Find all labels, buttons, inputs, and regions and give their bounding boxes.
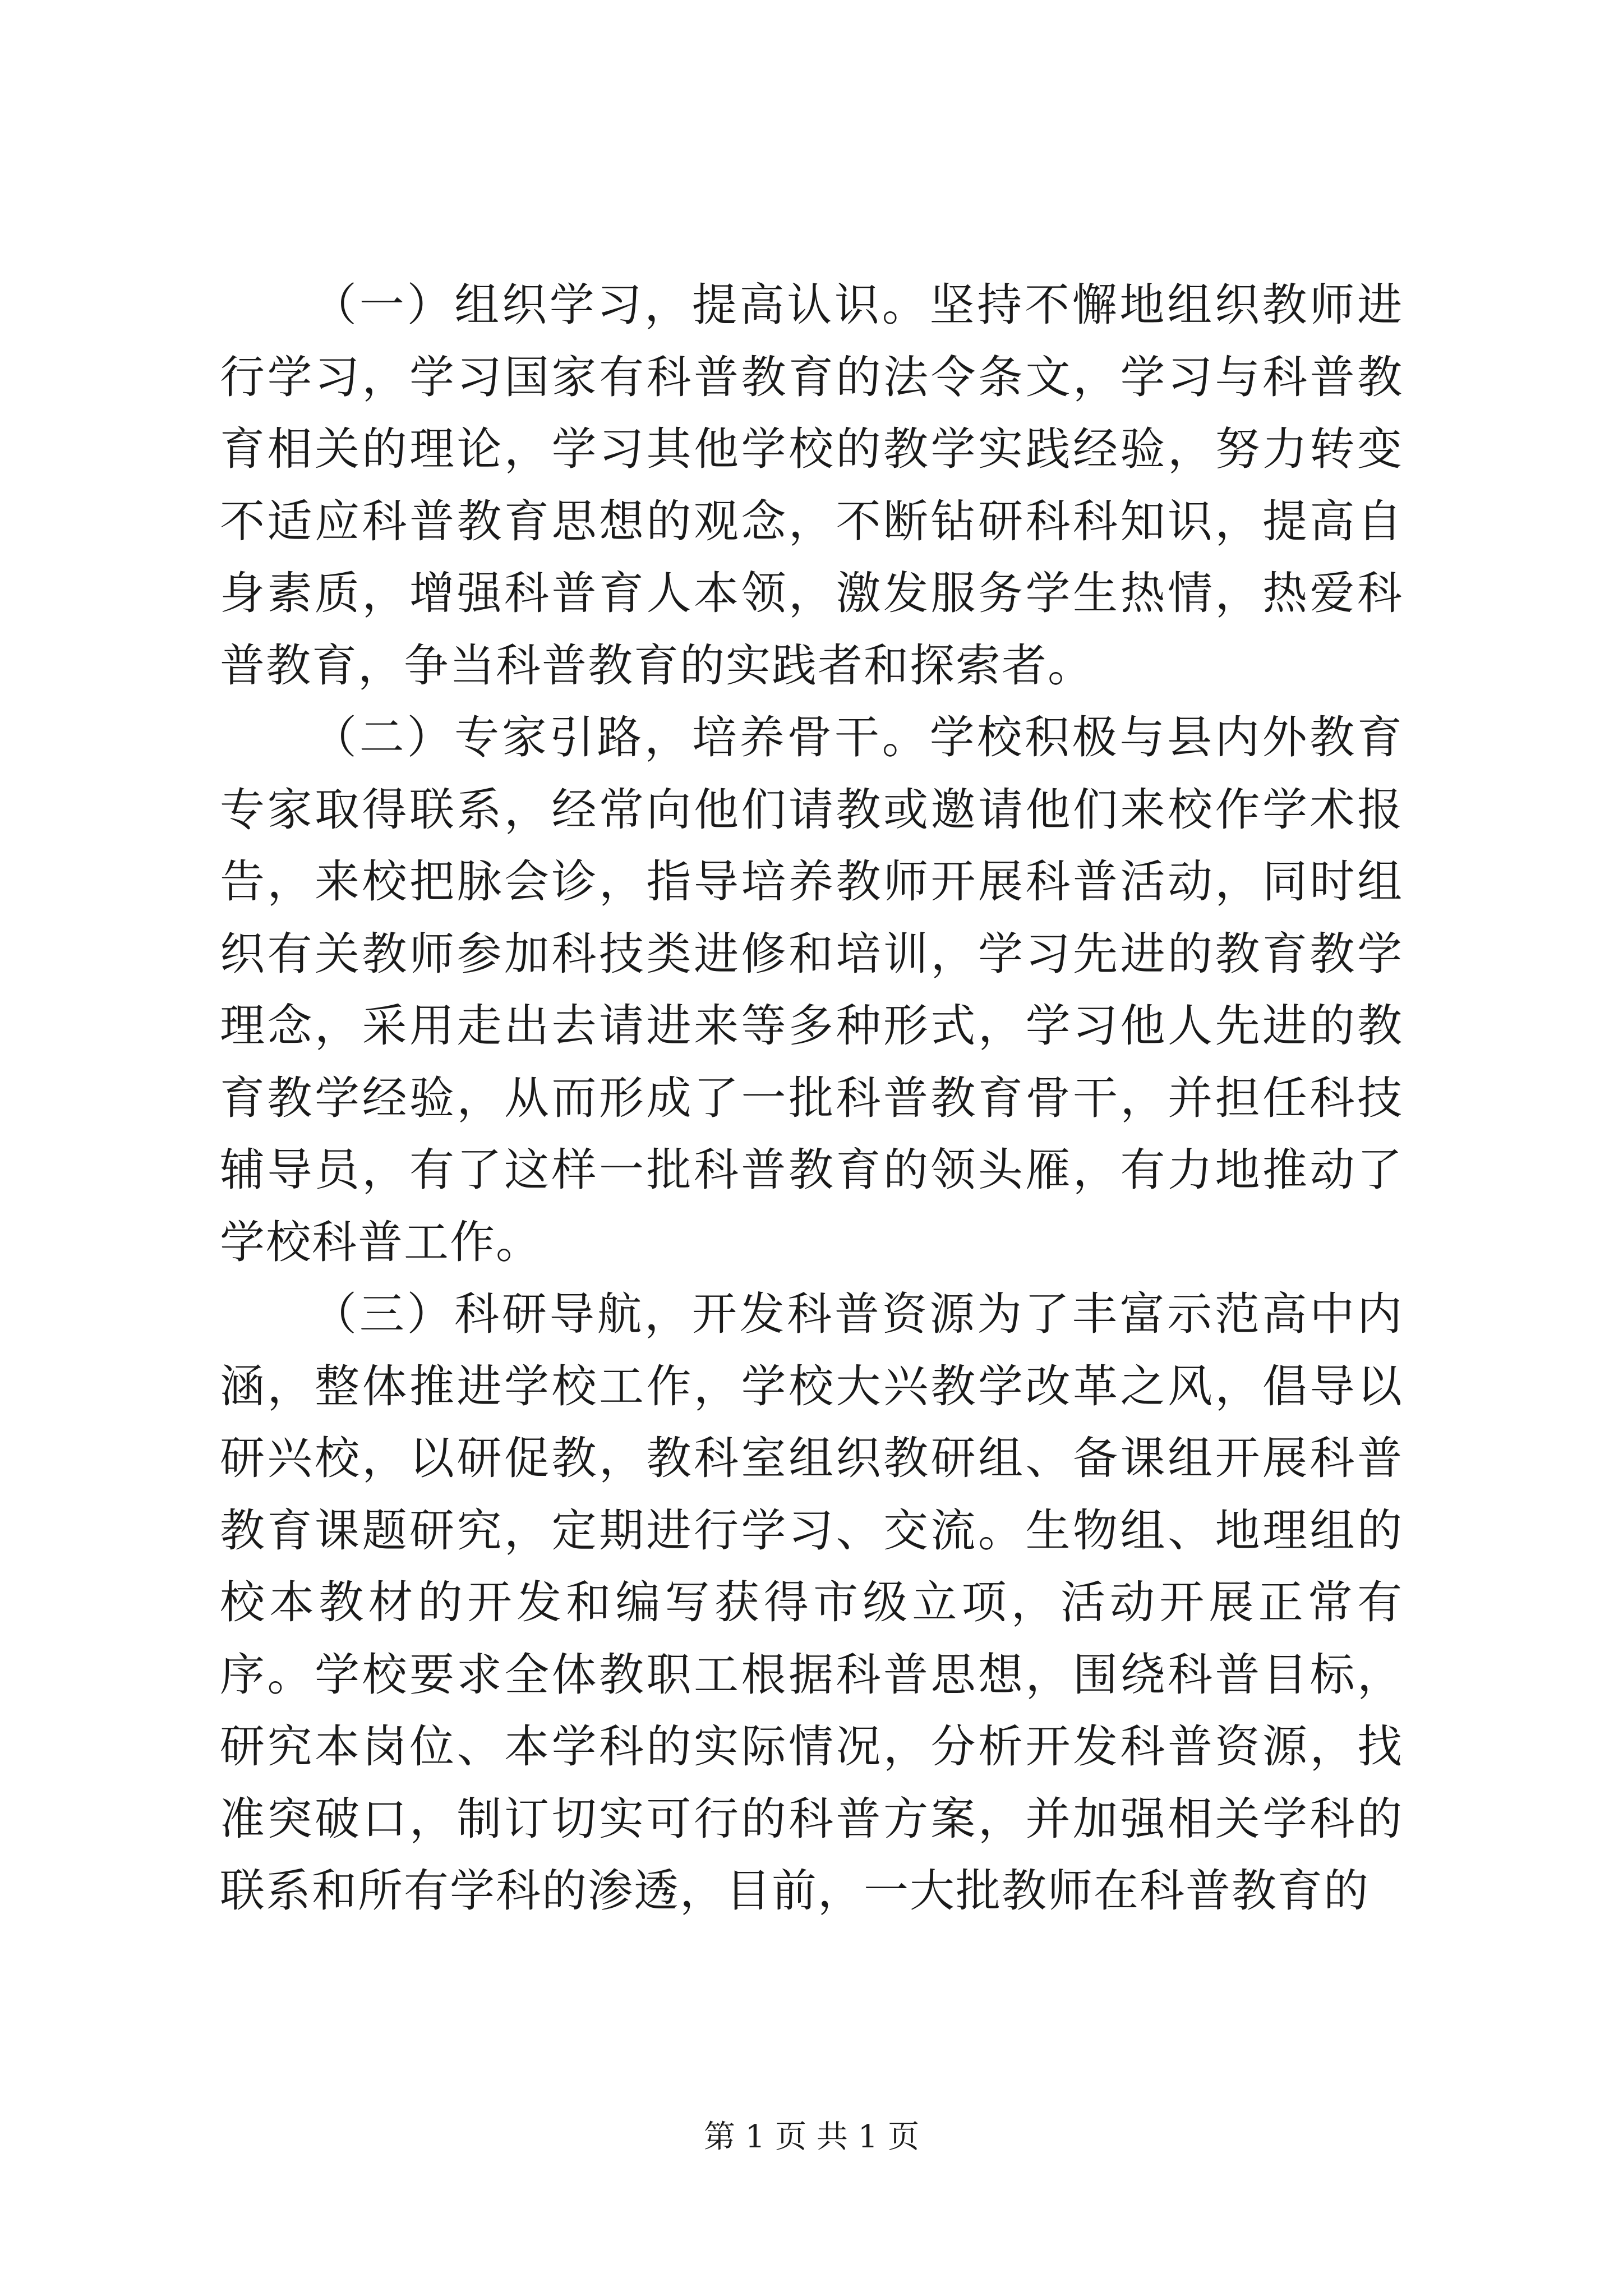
page-footer: 第 1 页 共 1 页 <box>703 2119 920 2155</box>
document-body <box>220 269 1403 1927</box>
paragraph-3: （三）科研导航，开发科普资源为了丰富示范高中内涵，整体推进学校工作，学校大兴教学改革之风，倡导以研兴校，以研促教，教科室组织教研组、备课组开展科普教育课题研究，定期进行学习、交流。生物组、地理组的校本教材的开发和编写获得市级立项，活动开展正常有序。学校要求全体教职工根据科普思想，围绕科普目标，研究本岗位、本学科的实际情况，分析开发科普资源，找准突破口，制订切实可行的科普方案，并加强相关学科的联系和所有学科的渗透，目前，一大批教师在科普教育的 <box>220 1288 1403 1917</box>
paragraph-2: （二）专家引路，培养骨干。学校积极与县内外教育专家取得联系，经常向他们请教或邀请他们来校作学术报告，来校把脉会诊，指导培养教师开展科普活动，同时组织有关教师参加科技类进修和培训，学习先进的教育教学理念，采用走出去请进来等多种形式，学习他人先进的教育教学经验，从而形成了一批科普教育骨干，并担任科技辅导员，有了这样一批科普教育的领头雁，有力地推动了学校科普工作。 <box>220 711 1403 1268</box>
paragraph-1: （一）组织学习，提高认识。坚持不懈地组织教师进行学习，学习国家有科普教育的法令条文，学习与科普教育相关的理论，学习其他学校的教学实践经验，努力转变不适应科普教育思想的观念，不断钻研科科知识，提高自身素质，增强科普育人本领，激发服务学生热情，热爱科普教育，争当科普教育的实践者和探索者。 <box>220 279 1403 692</box>
